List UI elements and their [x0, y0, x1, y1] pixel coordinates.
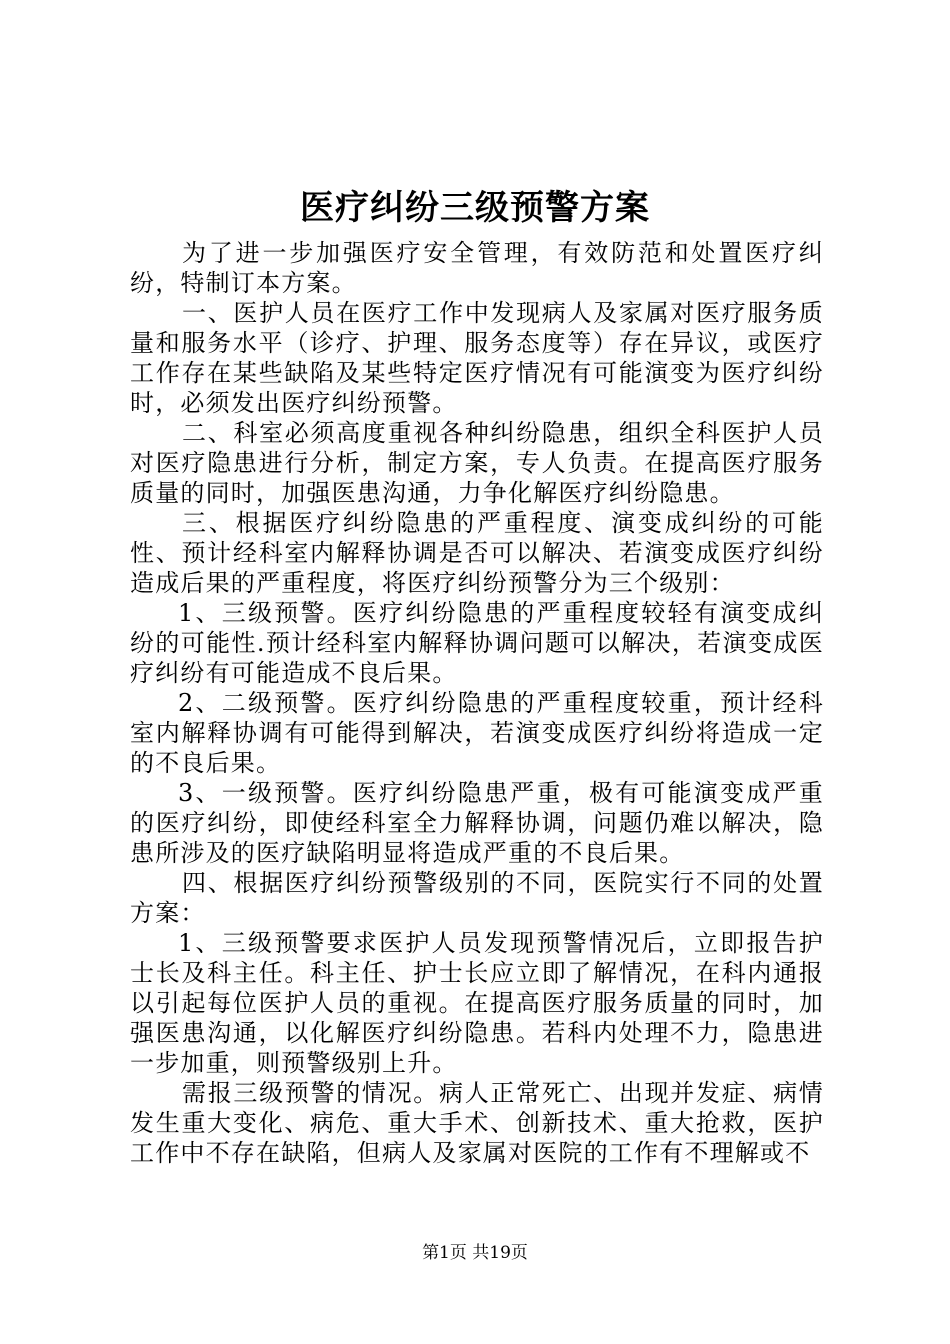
page-number-footer: 第1页 共19页	[422, 1243, 528, 1263]
paragraph-level-3-cases: 需报三级预警的情况。病人正常死亡、出现并发症、病情发生重大变化、病危、重大手术、创新技术、重大抢救，医护工作中不存在缺陷，但病人及家属对医院的工作有不理解或不	[130, 1079, 824, 1167]
document-title: 医疗纠纷三级预警方案	[300, 188, 650, 228]
paragraph-section-2: 二、科室必须高度重视各种纠纷隐患，组织全科医护人员对医疗隐患进行分析，制定方案，专人负责。在提高医疗服务质量的同时，加强医患沟通，力争化解医疗纠纷隐患。	[130, 419, 824, 507]
paragraph-level-3-warning: 1、三级预警。医疗纠纷隐患的严重程度较轻有演变成纠纷的可能性.预计经科室内解释协调问题可以解决，若演变成医疗纠纷有可能造成不良后果。	[130, 599, 824, 687]
paragraph-section-1: 一、医护人员在医疗工作中发现病人及家属对医疗服务质量和服务水平（诊疗、护理、服务态度等）存在异议，或医疗工作存在某些缺陷及某些特定医疗情况有可能演变为医疗纠纷时，必须发出医疗纠纷预警。	[130, 299, 824, 417]
paragraph-level-2-warning: 2、二级预警。医疗纠纷隐患的严重程度较重，预计经科室内解释协调有可能得到解决，若演变成医疗纠纷将造成一定的不良后果。	[130, 689, 824, 777]
paragraph-intro: 为了进一步加强医疗安全管理，有效防范和处置医疗纠纷，特制订本方案。	[130, 239, 824, 297]
paragraph-section-3: 三、根据医疗纠纷隐患的严重程度、演变成纠纷的可能性、预计经科室内解释协调是否可以解决、若演变成医疗纠纷造成后果的严重程度，将医疗纠纷预警分为三个级别：	[130, 509, 824, 597]
paragraph-handling-level-3: 1、三级预警要求医护人员发现预警情况后，立即报告护士长及科主任。科主任、护士长应立即了解情况，在科内通报以引起每位医护人员的重视。在提高医疗服务质量的同时，加强医患沟通，以化解医疗纠纷隐患。若科内处理不力，隐患进一步加重，则预警级别上升。	[130, 929, 824, 1077]
paragraph-section-4: 四、根据医疗纠纷预警级别的不同，医院实行不同的处置方案：	[130, 869, 824, 927]
document-body	[130, 238, 824, 1168]
paragraph-level-1-warning: 3、一级预警。医疗纠纷隐患严重，极有可能演变成严重的医疗纠纷，即使经科室全力解释协调，问题仍难以解决，隐患所涉及的医疗缺陷明显将造成严重的不良后果。	[130, 779, 824, 867]
